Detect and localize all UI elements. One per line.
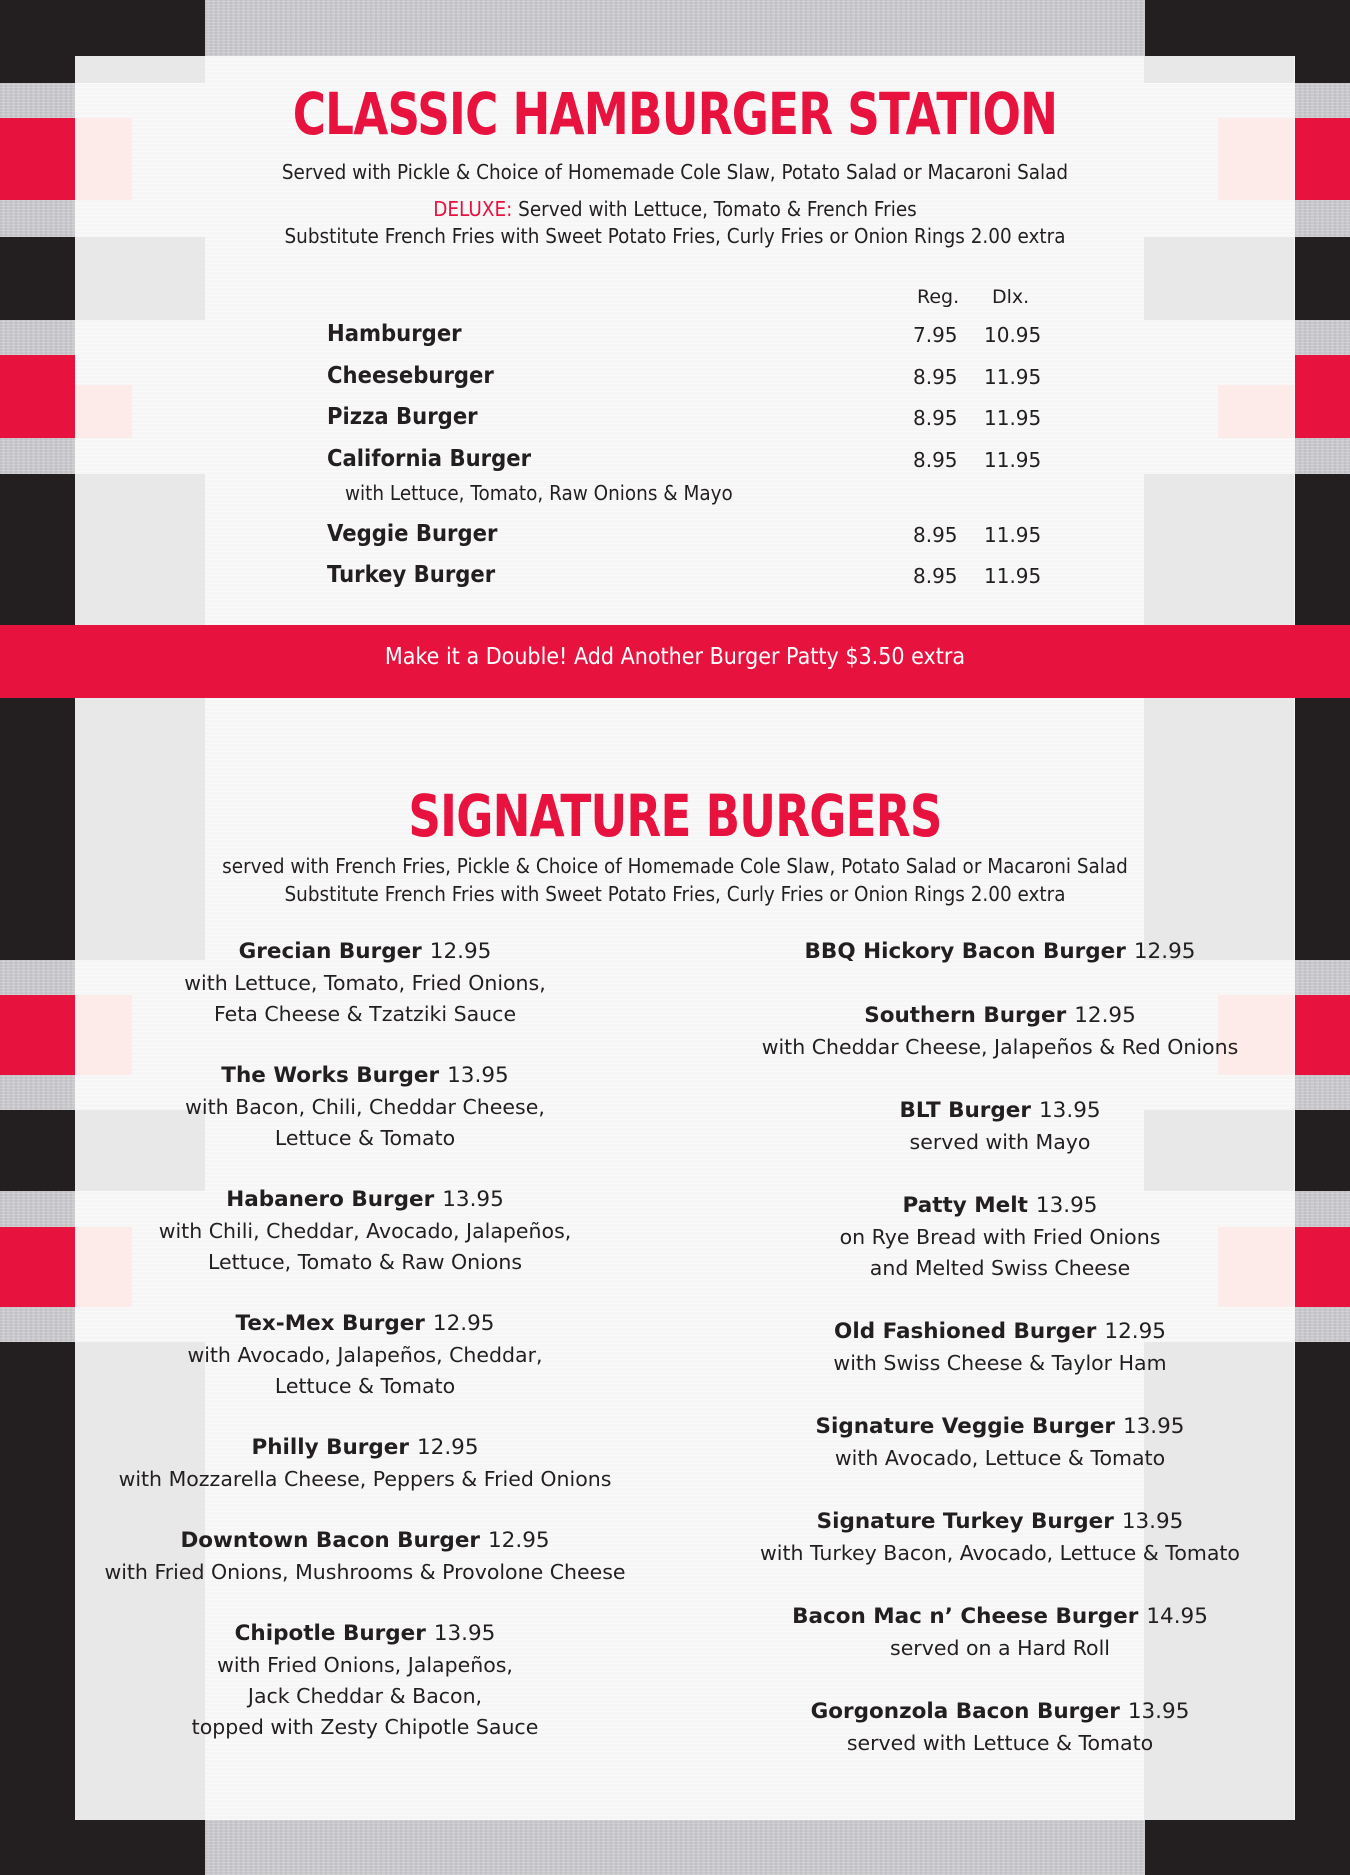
deluxe-line [54, 197, 1296, 221]
band-black [0, 237, 75, 320]
item-price: 12.95 [416, 1435, 479, 1460]
band-gray [0, 1307, 75, 1342]
band-gray [1294, 1307, 1350, 1342]
item-description: with Lettuce, Tomato, Raw Onions & Mayo [345, 481, 733, 505]
classic-item [327, 562, 1057, 594]
item-price: 13.95 [442, 1187, 504, 1212]
tint-pink [1218, 118, 1294, 200]
signature-left-column [80, 936, 650, 1743]
item-price: 13.95 [447, 1063, 509, 1088]
band-black [1294, 1342, 1350, 1875]
item-description: with Fried Onions, Mushrooms & Provolone Cheese [104, 1560, 626, 1584]
band-gray [0, 960, 75, 995]
item-name: Gorgonzola Bacon Burger [810, 1699, 1120, 1724]
item-name: Philly Burger [251, 1435, 409, 1460]
menu-item [80, 1432, 650, 1495]
item-name: Signature Turkey Burger [816, 1509, 1114, 1534]
band-black [1294, 0, 1350, 83]
item-price-reg: 8.95 [913, 406, 958, 430]
item-price: 13.95 [1035, 1193, 1098, 1218]
item-price: 13.95 [1121, 1509, 1184, 1534]
col-header-dlx: Dlx. [992, 286, 1030, 308]
item-description: Jack Cheddar & Bacon, [247, 1684, 483, 1708]
item-price-reg: 8.95 [913, 523, 958, 547]
item-name: Hamburger [327, 321, 462, 347]
band-black [0, 1110, 75, 1191]
item-description: with Mozzarella Cheese, Peppers & Fried Onions [118, 1467, 612, 1491]
item-description: Lettuce, Tomato & Raw Onions [207, 1250, 523, 1274]
item-price-dlx: 11.95 [984, 564, 1042, 588]
item-price: 12.95 [1133, 939, 1196, 964]
tint-gray [1144, 237, 1294, 320]
item-description: served with Lettuce & Tomato [846, 1731, 1154, 1755]
item-price-reg: 8.95 [913, 365, 958, 389]
band-gray [1294, 960, 1350, 995]
band-gray [1294, 1191, 1350, 1227]
band-red [1294, 355, 1350, 438]
item-price-dlx: 10.95 [984, 323, 1042, 347]
item-name: Habanero Burger [226, 1187, 435, 1212]
item-price: 13.95 [1127, 1699, 1190, 1724]
band-gray [1294, 83, 1350, 118]
band-black [0, 1342, 75, 1875]
menu-item [720, 1095, 1280, 1158]
item-price-dlx: 11.95 [984, 523, 1042, 547]
item-name: BBQ Hickory Bacon Burger [804, 939, 1126, 964]
texture-top [205, 0, 1145, 56]
menu-item [80, 1060, 650, 1154]
band-gray [0, 320, 75, 355]
item-price-reg: 7.95 [913, 323, 958, 347]
item-price: 13.95 [433, 1621, 496, 1646]
band-gray [1294, 200, 1350, 237]
band-gray [0, 83, 75, 118]
signature-title: SIGNATURE BURGERS [408, 782, 942, 850]
band-gray [1294, 438, 1350, 474]
band-gray [1294, 1075, 1350, 1110]
band-red [0, 355, 75, 438]
deluxe-label: DELUXE: [433, 197, 513, 221]
item-name: Pizza Burger [327, 404, 478, 430]
band-gray [1294, 320, 1350, 355]
band-red [1294, 1227, 1350, 1307]
classic-substitute: Substitute French Fries with Sweet Potato Fries, Curly Fries or Onion Rings 2.00 extra [284, 224, 1066, 248]
item-description: with Bacon, Chili, Cheddar Cheese, [185, 1095, 545, 1119]
item-description: on Rye Bread with Fried Onions [839, 1225, 1161, 1249]
item-description: served with Mayo [909, 1130, 1091, 1154]
tint-gray [1144, 56, 1294, 83]
classic-item [327, 521, 1057, 553]
item-description: Feta Cheese & Tzatziki Sauce [213, 1002, 517, 1026]
item-price-reg: 8.95 [913, 448, 958, 472]
item-description: with Cheddar Cheese, Jalapeños & Red Onions [761, 1035, 1239, 1059]
item-name: Bacon Mac n’ Cheese Burger [792, 1604, 1139, 1629]
item-name: The Works Burger [221, 1063, 440, 1088]
item-price: 13.95 [1039, 1098, 1101, 1123]
menu-item [720, 1190, 1280, 1284]
item-description: topped with Zesty Chipotle Sauce [191, 1715, 539, 1739]
item-price: 14.95 [1146, 1604, 1208, 1629]
menu-item [720, 1506, 1280, 1569]
signature-substitute: Substitute French Fries with Sweet Potato Fries, Curly Fries or Onion Rings 2.00 extra [284, 882, 1066, 906]
classic-served-with: Served with Pickle & Choice of Homemade Cole Slaw, Potato Salad or Macaroni Salad [281, 160, 1069, 184]
tint-pink [75, 118, 132, 200]
item-name: Downtown Bacon Burger [180, 1528, 480, 1553]
texture-bottom [205, 1820, 1145, 1875]
double-banner-text: Make it a Double! Add Another Burger Patty $3.50 extra [384, 644, 966, 670]
item-price: 12.95 [488, 1528, 550, 1553]
item-name: Turkey Burger [327, 562, 496, 588]
item-price: 12.95 [432, 1311, 495, 1336]
tint-pink [75, 385, 132, 438]
item-description: with Avocado, Jalapeños, Cheddar, [187, 1343, 543, 1367]
classic-item [327, 404, 1057, 436]
item-name: BLT Burger [899, 1098, 1031, 1123]
signature-served-with: served with French Fries, Pickle & Choice of Homemade Cole Slaw, Potato Salad or Macaroni Salad [222, 854, 1128, 878]
item-price: 12.95 [1074, 1003, 1136, 1028]
signature-right-column [720, 936, 1280, 1759]
tint-gray [75, 237, 205, 320]
band-red [0, 1227, 75, 1307]
item-description: Lettuce & Tomato [274, 1126, 456, 1150]
item-description: with Swiss Cheese & Taylor Ham [833, 1351, 1167, 1375]
menu-item [80, 1525, 650, 1588]
item-price-dlx: 11.95 [984, 448, 1042, 472]
band-black [1294, 237, 1350, 320]
item-name: California Burger [327, 446, 532, 472]
menu-item [720, 1000, 1280, 1063]
item-name: Patty Melt [902, 1193, 1028, 1218]
band-black [1294, 474, 1350, 960]
classic-item [327, 321, 1057, 353]
item-description: with Turkey Bacon, Avocado, Lettuce & Tomato [760, 1541, 1240, 1565]
menu-item [720, 936, 1280, 968]
menu-item [720, 1411, 1280, 1474]
menu-item [80, 1308, 650, 1402]
deluxe-text: Served with Lettuce, Tomato & French Fries [512, 197, 917, 221]
classic-title: CLASSIC HAMBURGER STATION [292, 80, 1058, 148]
item-price: 12.95 [429, 939, 492, 964]
classic-item [327, 446, 1057, 478]
item-price: 12.95 [1104, 1319, 1166, 1344]
item-description: with Chili, Cheddar, Avocado, Jalapeños, [158, 1219, 572, 1243]
band-red [1294, 995, 1350, 1075]
menu-item [720, 1696, 1280, 1759]
item-name: Old Fashioned Burger [834, 1319, 1097, 1344]
item-description: served on a Hard Roll [890, 1636, 1110, 1660]
item-price-reg: 8.95 [913, 564, 958, 588]
band-gray [0, 1075, 75, 1110]
menu-item [80, 1184, 650, 1278]
item-name: Southern Burger [864, 1003, 1067, 1028]
classic-item [327, 363, 1057, 395]
band-red [1294, 118, 1350, 200]
band-red [0, 118, 75, 200]
item-description: with Lettuce, Tomato, Fried Onions, [184, 971, 546, 995]
item-description: and Melted Swiss Cheese [869, 1256, 1131, 1280]
item-name: Signature Veggie Burger [815, 1414, 1115, 1439]
item-name: Grecian Burger [238, 939, 422, 964]
item-price: 13.95 [1122, 1414, 1185, 1439]
tint-pink [1218, 385, 1294, 438]
item-name: Chipotle Burger [234, 1621, 426, 1646]
item-description: Lettuce & Tomato [274, 1374, 456, 1398]
band-black [0, 0, 75, 83]
item-price-dlx: 11.95 [984, 406, 1042, 430]
item-description: with Avocado, Lettuce & Tomato [834, 1446, 1166, 1470]
menu-item [720, 1601, 1280, 1664]
band-gray [0, 1191, 75, 1227]
tint-gray [75, 56, 205, 83]
item-name: Tex-Mex Burger [235, 1311, 425, 1336]
menu-item [80, 936, 650, 1030]
band-gray [0, 438, 75, 474]
item-description: with Fried Onions, Jalapeños, [217, 1653, 513, 1677]
band-red [0, 995, 75, 1075]
item-price-dlx: 11.95 [984, 365, 1042, 389]
menu-item [80, 1618, 650, 1743]
item-name: Cheeseburger [327, 363, 494, 389]
item-name: Veggie Burger [327, 521, 498, 547]
band-black [1294, 1110, 1350, 1191]
col-header-reg: Reg. [917, 286, 960, 308]
menu-item [720, 1316, 1280, 1379]
